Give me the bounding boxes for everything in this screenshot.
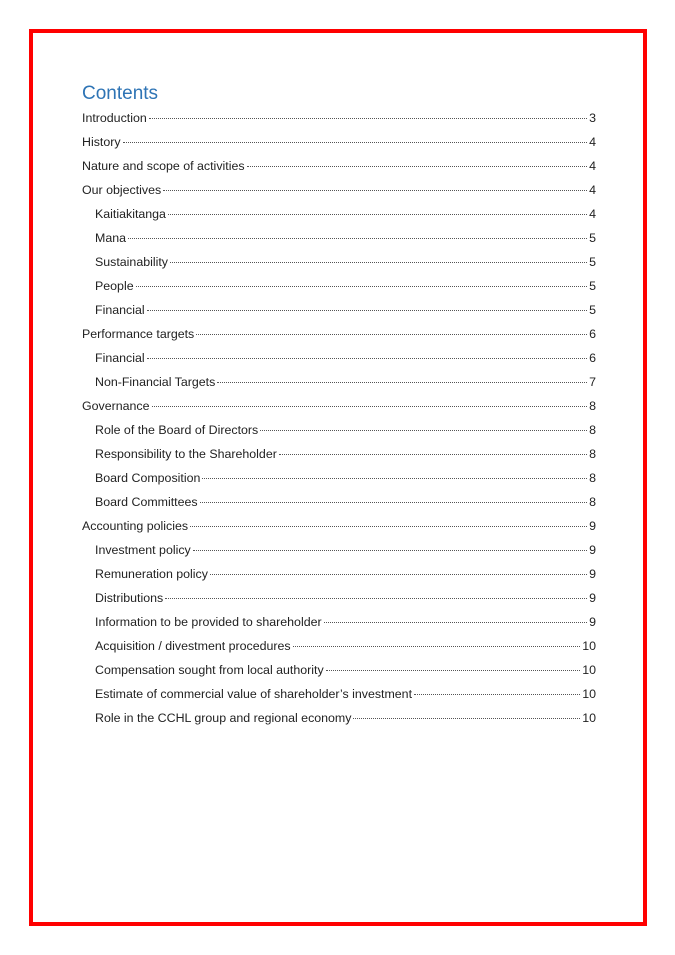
- dot-leader: [196, 334, 587, 335]
- toc-entry[interactable]: [82, 682, 596, 706]
- toc-page-number: 4: [589, 207, 596, 221]
- toc-page-number: 4: [589, 183, 596, 197]
- toc-page-number: 8: [589, 471, 596, 485]
- dot-leader: [247, 166, 588, 167]
- toc-entry[interactable]: [82, 466, 596, 490]
- toc-entry[interactable]: [82, 610, 596, 634]
- toc-entry[interactable]: [82, 298, 596, 322]
- dot-leader: [414, 694, 580, 695]
- toc-entry[interactable]: [82, 178, 596, 202]
- toc-entry[interactable]: [82, 106, 596, 130]
- dot-leader: [279, 454, 587, 455]
- toc-page-number: 4: [589, 135, 596, 149]
- toc-page-number: 10: [582, 663, 596, 677]
- dot-leader: [136, 286, 588, 287]
- dot-leader: [193, 550, 587, 551]
- toc-entry[interactable]: [82, 322, 596, 346]
- toc-page-number: 10: [582, 711, 596, 725]
- toc-entry-title: Performance targets: [82, 327, 195, 341]
- toc-page-number: 8: [589, 399, 596, 413]
- dot-leader: [147, 310, 588, 311]
- dot-leader: [170, 262, 587, 263]
- dot-leader: [128, 238, 587, 239]
- toc-entry-title: Kaitiakitanga: [95, 207, 166, 221]
- toc-entry-title: Role in the CCHL group and regional economy: [95, 711, 352, 725]
- dot-leader: [165, 598, 587, 599]
- toc-entry-title: Remuneration policy: [95, 567, 208, 581]
- toc-entry-title: Compensation sought from local authority: [95, 663, 324, 677]
- contents-heading: Contents: [82, 83, 159, 104]
- toc-entry[interactable]: [82, 130, 596, 154]
- dot-leader: [217, 382, 587, 383]
- toc-entry-title: History: [82, 135, 121, 149]
- toc-page-number: 5: [589, 279, 596, 293]
- toc-page-number: 6: [589, 351, 596, 365]
- toc-page-number: 10: [582, 639, 596, 653]
- dot-leader: [147, 358, 588, 359]
- toc-entry-title: Governance: [82, 399, 150, 413]
- toc-entry-title: Introduction: [82, 111, 147, 125]
- toc-page-number: 5: [589, 303, 596, 317]
- toc-entry-title: People: [95, 279, 134, 293]
- toc-entry-title: Acquisition / divestment procedures: [95, 639, 291, 653]
- toc-entry-title: Distributions: [95, 591, 164, 605]
- toc-entry[interactable]: [82, 250, 596, 274]
- toc-page-number: 10: [582, 687, 596, 701]
- dot-leader: [152, 406, 588, 407]
- toc-entry[interactable]: [82, 418, 596, 442]
- toc-page-number: 8: [589, 447, 596, 461]
- toc-entry[interactable]: [82, 562, 596, 586]
- toc-page-number: 6: [589, 327, 596, 341]
- dot-leader: [200, 502, 587, 503]
- toc-entry-title: Nature and scope of activities: [82, 159, 245, 173]
- toc-entry-title: Our objectives: [82, 183, 162, 197]
- toc-page-number: 9: [589, 591, 596, 605]
- toc-entry-title: Mana: [95, 231, 126, 245]
- toc-page-number: 9: [589, 615, 596, 629]
- toc-entry-title: Board Composition: [95, 471, 201, 485]
- toc-entry[interactable]: [82, 442, 596, 466]
- toc-entry[interactable]: [82, 586, 596, 610]
- toc-page-number: 3: [589, 111, 596, 125]
- toc-page-number: 9: [589, 567, 596, 581]
- toc-page-number: 8: [589, 423, 596, 437]
- toc-page-number: 5: [589, 231, 596, 245]
- toc-entry-title: Responsibility to the Shareholder: [95, 447, 277, 461]
- dot-leader: [149, 118, 587, 119]
- toc-entry-title: Non-Financial Targets: [95, 375, 216, 389]
- dot-leader: [326, 670, 581, 671]
- toc-entry[interactable]: [82, 154, 596, 178]
- toc-page-number: 7: [589, 375, 596, 389]
- toc-entry-title: Information to be provided to shareholder: [95, 615, 322, 629]
- toc-entry-title: Estimate of commercial value of shareholder’s investment: [95, 687, 413, 701]
- toc-entry-title: Board Committees: [95, 495, 198, 509]
- dot-leader: [293, 646, 581, 647]
- toc-page-number: 4: [589, 159, 596, 173]
- dot-leader: [168, 214, 587, 215]
- toc-entry[interactable]: [82, 370, 596, 394]
- dot-leader: [123, 142, 588, 143]
- toc-entry[interactable]: [82, 490, 596, 514]
- toc-entry-title: Financial: [95, 351, 145, 365]
- dot-leader: [202, 478, 587, 479]
- toc-entry-title: Sustainability: [95, 255, 169, 269]
- toc-entry-title: Financial: [95, 303, 145, 317]
- dot-leader: [190, 526, 587, 527]
- toc-page-number: 8: [589, 495, 596, 509]
- dot-leader: [324, 622, 587, 623]
- toc-page-number: 5: [589, 255, 596, 269]
- toc-entry[interactable]: [82, 346, 596, 370]
- toc-entry[interactable]: [82, 202, 596, 226]
- toc-entry[interactable]: [82, 394, 596, 418]
- dot-leader: [260, 430, 587, 431]
- dot-leader: [163, 190, 587, 191]
- toc-page-number: 9: [589, 543, 596, 557]
- toc-page-number: 9: [589, 519, 596, 533]
- table-of-contents: [82, 106, 596, 730]
- dot-leader: [210, 574, 587, 575]
- toc-entry-title: Role of the Board of Directors: [95, 423, 259, 437]
- toc-entry[interactable]: [82, 658, 596, 682]
- toc-entry[interactable]: [82, 514, 596, 538]
- toc-entry[interactable]: [82, 634, 596, 658]
- toc-entry-title: Accounting policies: [82, 519, 189, 533]
- toc-entry[interactable]: [82, 226, 596, 250]
- toc-entry[interactable]: [82, 274, 596, 298]
- toc-entry[interactable]: [82, 706, 596, 730]
- toc-entry-title: Investment policy: [95, 543, 191, 557]
- dot-leader: [353, 718, 580, 719]
- toc-entry[interactable]: [82, 538, 596, 562]
